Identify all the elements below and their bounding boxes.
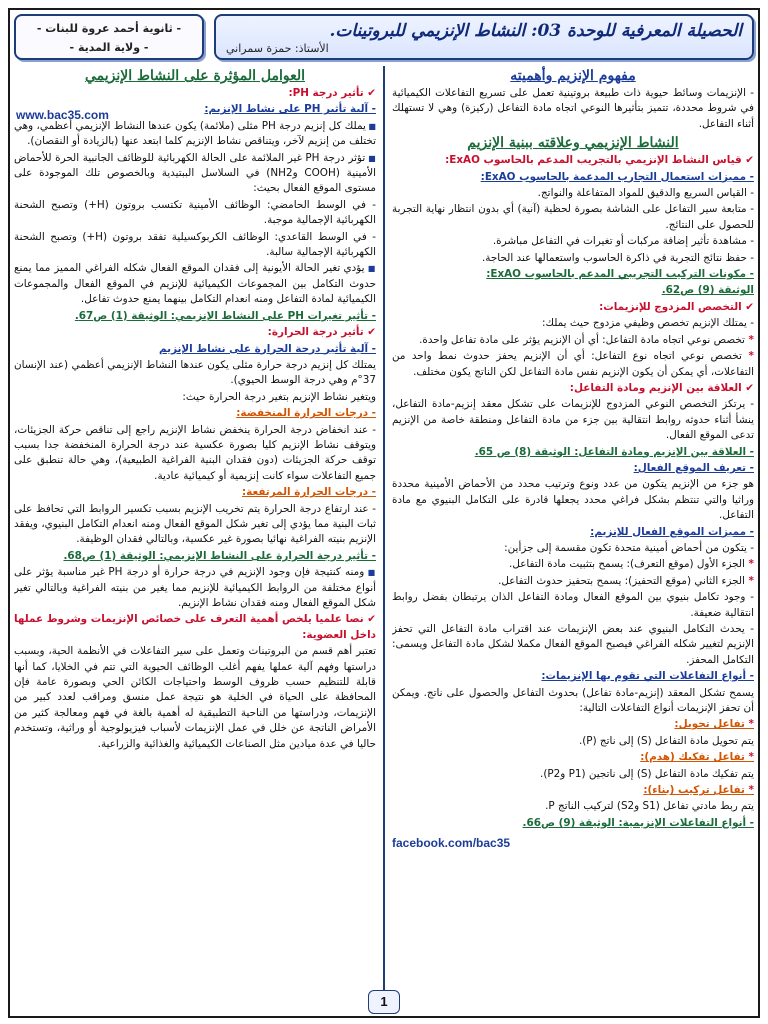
text-active-site-feature: - وجود تكامل بنيوي بين الموقع الفعال ومادة التفاعل الذان يرتبطان بفضل روابط انتقالية ضعيفة. xyxy=(392,591,754,619)
text-conversion: يتم تحويل مادة التفاعل (S) إلى ناتج (P). xyxy=(578,734,754,747)
subheading-active-site-features: - مميزات الموقع الفعال للإنزيم: xyxy=(590,525,754,538)
doc-reference: - العلاقة بين الإنزيم ومادة التفاعل: الوثيقة (8) ص 65. xyxy=(474,445,754,458)
text-ph-effect: ■ تؤثر درجة PH غير الملائمة على الحالة الكهربائية للوظائف الجانبية الحرة للأحماض الأمينية (COOH وNH2) في السلاسل الببتيدية وبالخصوص تلك الموجودة على مستوى الموقع الفعال بحيث: xyxy=(14,151,376,197)
subheading-exao-features: - مميزات استعمال التجارب المدعمة بالحاسوب ExAO: xyxy=(480,170,754,183)
text-enzyme-substrate: - يرتكز التخصص النوعي المزدوج للإنزيمات على تشكل معقد إنزيم-مادة التفاعل، ينشأ أثناء حدوثه روابط انتقالية بين جزء من مادة التفاعل ومنطقة خاصة من الإنزيم تدعى الموقع الفعال. xyxy=(392,398,754,442)
left-column xyxy=(14,66,376,1006)
heading-synthesis: * تفاعل تركيب (بناء): xyxy=(392,783,754,798)
text-ph-base: - في الوسط القاعدي: الوظائف الكربوكسيلية تفقد بروتون (H+) وتصبح الشحنة الكهربائية الإجمالية سالبة. xyxy=(14,230,376,259)
doc-reference: - تأثير درجة الحرارة على النشاط الإنزيمي: الوثيقة (1) ص68. xyxy=(63,549,376,562)
heading-exao: ✔ قياس النشاط الإنزيمي بالتجريب المدعم بالحاسوب ExAO: xyxy=(392,153,754,168)
text-temp-optimal: يمتلك كل إنزيم درجة حرارة مثلى يكون عندها النشاط الإنزيمي أعظمي (عند الإنسان 37°م وهي درجة الوسط الحيوي). xyxy=(14,358,376,387)
heading-dual-specificity: ✔ التخصص المزدوج للإنزيمات: xyxy=(392,300,754,315)
teacher-name: الأستاذ: حمزة سمراني xyxy=(226,42,329,55)
school-province: - ولاية المدية - xyxy=(69,41,149,54)
list-item: - مشاهدة تأثير إضافة مركبات أو تغيرات في التفاعل مباشرة. xyxy=(492,235,754,248)
text-high-temp: - عند ارتفاع درجة الحرارة يتم تخريب الإنزيم بسبب تكسير الروابط التي تحافظ على ثبات البنية مما يؤدي إلى تغير شكل الموقع الفعال ومنه انعدام التكامل البنيوي، ويفقد الإنزيم بنيته الفراغية نهائيا بصورة غير عكسية، وبالتالي فقدان الوظيفة. xyxy=(14,502,376,546)
doc-reference: - تأثير تغيرات PH على النشاط الإنزيمي: الوثيقة (1) ص67. xyxy=(74,309,376,322)
text-summary: تعتبر أهم قسم من البروتينات وتعمل على سير التفاعلات في الأنظمة الحية، وبسبب دراستها وفهم آلية عملها يفهم أغلب الوظائف الحيوية التي تتم في الخلايا، كما أنها قابلة للتنظيم حسب ظروف الوسط واحتياجات الكائن الحي وبصورة عامة فإن المحافظة على الحياة في الخلية هو نتيجة عمل منسق ومراقب لعدد كبير من الإنزيمات، ودراستها من الناحية التطبيقية له أهمية بالغة في فهم ومعالجة كثير من الأمراض الناتجة عن خلل في عمل الإنزيمات لأسباب فيزيولوجية أو وراثية، وتستخدم حاليا في عدة ميادين مثل الصناعات الكيميائية والغذائية والزراعية. xyxy=(14,645,376,750)
doc-reference: - أنواع التفاعلات الإنزيمية: الوثيقة (9) ص66. xyxy=(522,816,754,829)
page-title: الحصيلة المعرفية للوحدة 03: النشاط الإنزيمي للبروتينات. xyxy=(329,21,742,41)
text-temp-change: ويتغير نشاط الإنزيم بتغير درجة الحرارة حيث: xyxy=(182,390,376,403)
text-dual-reaction: * تخصص نوعي اتجاه نوع التفاعل: أي أن الإنزيم يحفز حدوث نمط واحد من التفاعلات، أي يمكن أن يكون الإنزيم نفس مادة التفاعل لكن الناتج يكون مختلف. xyxy=(392,349,754,380)
list-item: - متابعة سير التفاعل على الشاشة بصورة لحظية (آنية) أي بدون انتظار نهاية التجربة للحصول على النتائج. xyxy=(392,203,754,231)
subheading-low-temp: - درجات الحرارة المنخفضة: xyxy=(236,407,376,420)
text-active-site-feature: * الجزء الأول (موقع التعرف): يسمح بتثبيت مادة التفاعل. xyxy=(392,557,754,572)
text-dual-intro: - يمتلك الإنزيم تخصص وظيفي مزدوج حيث يملك: xyxy=(541,317,754,330)
school-box xyxy=(14,14,204,60)
page-header xyxy=(14,14,754,60)
heading-conversion: * تفاعل تحويل: xyxy=(392,717,754,732)
text-synthesis: يتم ربط مادتي تفاعل (S1 وS2) لتركيب الناتج P. xyxy=(545,800,754,813)
text-low-temp: - عند انخفاض درجة الحرارة ينخفض نشاط الإنزيم راجع إلى تناقص حركة الجزيئات، ويتوقف نشاط الإنزيم كليا بصورة عكسية عند درجة الحرارة المنخفضة جدا بسبب توقف حركة الجزيئات (دون فقدان البنية الفراغية الطبيعية)، وهي حالة تنطبق على جميع التفاعلات سواء كانت إنزيمية أو كيميائية عادية. xyxy=(14,423,376,482)
title-box xyxy=(214,14,754,60)
text-active-site-feature: - يتكون من أحماض أمينية متحدة تكون مقسمة إلى جزأين: xyxy=(504,541,754,554)
subheading-temp-mechanism: - آلية تأثير درجة الحرارة على نشاط الإنزيم xyxy=(159,342,376,355)
right-column xyxy=(392,66,754,1006)
text-reaction-types: يسمح تشكل المعقد (إنزيم-مادة تفاعل) بحدوث التفاعل والحصول على ناتج. ويمكن أن تحفز الإنزيمات أنواع التفاعلات التالية: xyxy=(392,686,754,715)
facebook-watermark: facebook.com/bac35 xyxy=(392,836,511,850)
text-ph-acid: - في الوسط الحامضي: الوظائف الأمينية تكتسب بروتون (H+) وتصبح الشحنة الكهربائية الإجمالية موجبة. xyxy=(14,198,376,227)
doc-reference: الوثيقة (9) ص62. xyxy=(661,284,754,297)
subheading-reaction-types: - أنواع التفاعلات التي تقوم بها الإنزيمات: xyxy=(541,670,754,683)
text-active-site-feature: - يحدث التكامل البنيوي عند بعض الإنزيمات عند اقتراب مادة التفاعل التي تحفز الإنزيم لتغيير شكله الفراغي فيصبح الموقع الفعال مكملا لشكل مادة التفاعل ويسمى: التكامل المحفز. xyxy=(392,623,754,666)
text-ph-ionic: ■ يؤدي تغير الحالة الأيونية إلى فقدان الموقع الفعال شكله الفراغي المميز مما يمنع حدوث التكامل بين المجموعات الكيميائية للإنزيم في الموقع الفعال والمجموعات الكيميائية لمادة التفاعل ومنه انعدام التكامل بينهما يمنع حدوث تفاعل. xyxy=(14,261,376,307)
school-name: - ثانوية أحمد عروة للبنات - xyxy=(36,22,182,35)
section-title-activity-structure: النشاط الإنزيمي وعلاقته ببنية الإنزيم xyxy=(467,135,679,152)
text-dual-substrate: * تخصص نوعي اتجاه مادة التفاعل: أي أن الإنزيم يؤثر على مادة تفاعل واحدة. xyxy=(392,333,754,348)
column-divider xyxy=(383,66,385,1006)
website-watermark: www.bac35.com xyxy=(16,108,109,122)
heading-enzyme-substrate: ✔ العلاقة بين الإنزيم ومادة التفاعل: xyxy=(392,381,754,396)
subheading-active-site-def: - تعريف الموقع الفعال: xyxy=(633,461,754,474)
heading-temperature: ✔ تأثير درجة الحرارة: xyxy=(14,325,376,340)
heading-summary: ✔ نصا علميا يلخص أهمية التعرف على خصائص الإنزيمات وشروط عملها داخل العضوية: xyxy=(14,612,376,643)
subheading-ph-mechanism: - آلية تأثير PH على نشاط الإنزيم: xyxy=(204,103,376,116)
subheading-exao-components: - مكونات التركيب التجريبي المدعم بالحاسوب ExAO: xyxy=(486,268,754,281)
section-title-factors: العوامل المؤثرة على النشاط الإنزيمي xyxy=(85,68,305,84)
list-item: - حفظ نتائج التجربة في ذاكرة الحاسوب واستعمالها عند الحاجة. xyxy=(481,251,754,264)
heading-ph: ✔ تأثير درجة PH: xyxy=(14,86,376,101)
subheading-high-temp: - درجات الحرارة المرتفعة: xyxy=(242,486,376,499)
text-active-site-feature: * الجزء الثاني (موقع التحفيز): يسمح بتحفيز حدوث التفاعل. xyxy=(392,574,754,589)
page-number: 1 xyxy=(368,990,400,1014)
list-item: - القياس السريع والدقيق للمواد المتفاعلة والنواتج. xyxy=(537,187,754,200)
text-active-site-def: هو جزء من الإنزيم يتكون من عدد ونوع وترتيب محدد من الأحماض الأمينية محددة وراثيا والتي تنتظم بشكل فراغي محدد يجعلها قادرة على التكامل البنيوي مع مادة التفاعل. xyxy=(392,478,754,522)
text-conclusion: ■ ومنه كنتيجة فإن وجود الإنزيم في درجة حرارة أو درجة PH غير مناسبة يؤثر على أنواع مختلفة من الروابط الكيميائية للإنزيم مما يغير من بنيته الفراغية وبالتالي تغير شكل الموقع الفعال ومنه فقدان نشاط الإنزيم. xyxy=(14,565,376,611)
section-title-enzyme-concept: مفهوم الإنزيم وأهميته xyxy=(510,68,636,84)
text-enzyme-definition: - الإنزيمات وسائط حيوية ذات طبيعة بروتينية تعمل على تسريع التفاعلات الكيميائية في شروط محددة، تتميز بتأثيرها النوعي اتجاه مادة التفاعل (ركيزة) وهي لا تستهلك أثناء التفاعل. xyxy=(392,87,754,130)
text-ph-optimal: ■ يملك كل إنزيم درجة PH مثلى (ملائمة) يكون عندها النشاط الإنزيمي أعظمي، وهي تختلف من إنزيم لآخر، ويتناقص نشاط الإنزيم كلما ابتعد عنها (بالزيادة أو النقصان). xyxy=(14,119,376,150)
text-decomposition: يتم تفكيك مادة التفاعل (S) إلى ناتجين (P1 وP2). xyxy=(540,767,754,780)
heading-decomposition: * تفاعل تفكيك (هدم): xyxy=(392,750,754,765)
